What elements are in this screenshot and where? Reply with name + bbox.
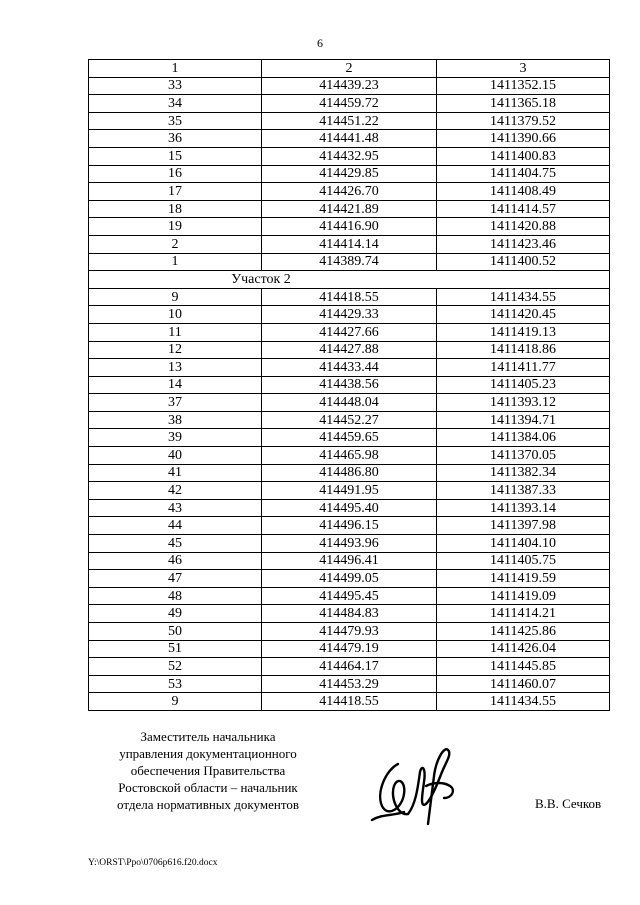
cell-y-coordinate: 1411394.71 — [437, 411, 610, 429]
table-row — [89, 658, 610, 676]
table-row — [89, 77, 610, 95]
cell-point-number: 12 — [89, 341, 262, 359]
table-row — [89, 693, 610, 711]
cell-x-coordinate: 414441.48 — [262, 130, 437, 148]
cell-y-coordinate: 1411384.06 — [437, 429, 610, 447]
signature-stroke — [408, 768, 442, 814]
table-row — [89, 130, 610, 148]
cell-point-number: 48 — [89, 587, 262, 605]
table-row — [89, 288, 610, 306]
table-row — [89, 411, 610, 429]
cell-y-coordinate: 1411419.09 — [437, 587, 610, 605]
cell-point-number: 45 — [89, 535, 262, 553]
table-row — [89, 429, 610, 447]
cell-point-number: 46 — [89, 552, 262, 570]
header-cell-y: 3 — [437, 60, 610, 78]
cell-x-coordinate: 414464.17 — [262, 658, 437, 676]
cell-x-coordinate: 414459.72 — [262, 95, 437, 113]
signer-title-line: обеспечения Правительства — [130, 763, 286, 778]
cell-x-coordinate: 414491.95 — [262, 482, 437, 500]
cell-y-coordinate: 1411425.86 — [437, 623, 610, 641]
table-row — [89, 253, 610, 271]
signature-stroke — [428, 749, 449, 824]
cell-point-number: 9 — [89, 288, 262, 306]
cell-x-coordinate: 414465.98 — [262, 447, 437, 465]
table-row — [89, 306, 610, 324]
cell-x-coordinate: 414439.23 — [262, 77, 437, 95]
cell-x-coordinate: 414389.74 — [262, 253, 437, 271]
table-row — [89, 552, 610, 570]
cell-y-coordinate: 1411365.18 — [437, 95, 610, 113]
table-row — [89, 394, 610, 412]
cell-point-number: 16 — [89, 165, 262, 183]
cell-point-number: 19 — [89, 218, 262, 236]
cell-point-number: 44 — [89, 517, 262, 535]
table-row — [89, 640, 610, 658]
table-row — [89, 323, 610, 341]
cell-y-coordinate: 1411408.49 — [437, 183, 610, 201]
cell-point-number: 37 — [89, 394, 262, 412]
signer-title-line: отдела нормативных документов — [117, 797, 299, 812]
cell-point-number: 42 — [89, 482, 262, 500]
cell-y-coordinate: 1411393.14 — [437, 499, 610, 517]
cell-y-coordinate: 1411420.88 — [437, 218, 610, 236]
table-row — [89, 517, 610, 535]
table-row — [89, 341, 610, 359]
cell-x-coordinate: 414429.33 — [262, 306, 437, 324]
cell-point-number: 17 — [89, 183, 262, 201]
cell-y-coordinate: 1411405.23 — [437, 376, 610, 394]
cell-x-coordinate: 414416.90 — [262, 218, 437, 236]
table-row — [89, 95, 610, 113]
cell-point-number: 10 — [89, 306, 262, 324]
table-row — [89, 218, 610, 236]
cell-y-coordinate: 1411419.13 — [437, 323, 610, 341]
cell-point-number: 36 — [89, 130, 262, 148]
cell-point-number: 39 — [89, 429, 262, 447]
cell-x-coordinate: 414496.15 — [262, 517, 437, 535]
table-row — [89, 376, 610, 394]
table-row — [89, 482, 610, 500]
cell-y-coordinate: 1411434.55 — [437, 693, 610, 711]
cell-y-coordinate: 1411404.10 — [437, 535, 610, 553]
cell-point-number: 35 — [89, 112, 262, 130]
cell-x-coordinate: 414448.04 — [262, 394, 437, 412]
cell-x-coordinate: 414414.14 — [262, 235, 437, 253]
cell-point-number: 51 — [89, 640, 262, 658]
cell-point-number: 33 — [89, 77, 262, 95]
cell-point-number: 40 — [89, 447, 262, 465]
cell-y-coordinate: 1411419.59 — [437, 570, 610, 588]
cell-y-coordinate: 1411434.55 — [437, 288, 610, 306]
cell-y-coordinate: 1411352.15 — [437, 77, 610, 95]
signature-icon — [368, 742, 468, 827]
coordinates-table — [88, 59, 610, 711]
cell-x-coordinate: 414452.27 — [262, 411, 437, 429]
cell-y-coordinate: 1411411.77 — [437, 359, 610, 377]
cell-y-coordinate: 1411400.52 — [437, 253, 610, 271]
cell-x-coordinate: 414453.29 — [262, 675, 437, 693]
signer-name: В.В. Сечков — [535, 796, 602, 811]
cell-x-coordinate: 414427.66 — [262, 323, 437, 341]
signature-stroke — [380, 764, 408, 814]
cell-x-coordinate: 414438.56 — [262, 376, 437, 394]
cell-y-coordinate: 1411370.05 — [437, 447, 610, 465]
cell-x-coordinate: 414427.88 — [262, 341, 437, 359]
cell-point-number: 50 — [89, 623, 262, 641]
cell-point-number: 41 — [89, 464, 262, 482]
cell-point-number: 52 — [89, 658, 262, 676]
cell-y-coordinate: 1411420.45 — [437, 306, 610, 324]
table-row — [89, 183, 610, 201]
cell-x-coordinate: 414433.44 — [262, 359, 437, 377]
table-row — [89, 535, 610, 553]
cell-y-coordinate: 1411387.33 — [437, 482, 610, 500]
cell-point-number: 53 — [89, 675, 262, 693]
table-row — [89, 112, 610, 130]
cell-y-coordinate: 1411414.57 — [437, 200, 610, 218]
cell-point-number: 1 — [89, 253, 262, 271]
cell-y-coordinate: 1411414.21 — [437, 605, 610, 623]
cell-point-number: 11 — [89, 323, 262, 341]
signer-title-line: управления документационного — [119, 746, 297, 761]
cell-x-coordinate: 414479.93 — [262, 623, 437, 641]
table-row — [89, 235, 610, 253]
cell-x-coordinate: 414426.70 — [262, 183, 437, 201]
cell-y-coordinate: 1411423.46 — [437, 235, 610, 253]
section-title: Участок 2 — [231, 271, 291, 287]
signature-stroke — [426, 783, 453, 798]
cell-x-coordinate: 414429.85 — [262, 165, 437, 183]
table-row — [89, 464, 610, 482]
cell-point-number: 9 — [89, 693, 262, 711]
cell-x-coordinate: 414418.55 — [262, 288, 437, 306]
cell-x-coordinate: 414421.89 — [262, 200, 437, 218]
table-header-row — [89, 60, 610, 78]
header-cell-x: 2 — [262, 60, 437, 78]
cell-point-number: 34 — [89, 95, 262, 113]
signer-title-line: Заместитель начальника — [140, 729, 276, 744]
cell-point-number: 47 — [89, 570, 262, 588]
table-row — [89, 623, 610, 641]
cell-x-coordinate: 414484.83 — [262, 605, 437, 623]
cell-x-coordinate: 414499.05 — [262, 570, 437, 588]
cell-x-coordinate: 414495.40 — [262, 499, 437, 517]
cell-y-coordinate: 1411426.04 — [437, 640, 610, 658]
cell-y-coordinate: 1411393.12 — [437, 394, 610, 412]
table-row — [89, 570, 610, 588]
cell-point-number: 38 — [89, 411, 262, 429]
cell-y-coordinate: 1411405.75 — [437, 552, 610, 570]
table-row — [89, 499, 610, 517]
table-row — [89, 200, 610, 218]
cell-x-coordinate: 414432.95 — [262, 147, 437, 165]
cell-x-coordinate: 414495.45 — [262, 587, 437, 605]
cell-x-coordinate: 414486.80 — [262, 464, 437, 482]
cell-y-coordinate: 1411445.85 — [437, 658, 610, 676]
section-cell — [89, 271, 610, 289]
cell-x-coordinate: 414451.22 — [262, 112, 437, 130]
section-row — [89, 271, 610, 289]
cell-y-coordinate: 1411404.75 — [437, 165, 610, 183]
table-row — [89, 675, 610, 693]
signer-title — [88, 728, 328, 813]
signature-stroke — [372, 812, 404, 820]
cell-x-coordinate: 414493.96 — [262, 535, 437, 553]
cell-point-number: 14 — [89, 376, 262, 394]
cell-y-coordinate: 1411382.34 — [437, 464, 610, 482]
cell-x-coordinate: 414479.19 — [262, 640, 437, 658]
table-row — [89, 605, 610, 623]
cell-x-coordinate: 414459.65 — [262, 429, 437, 447]
table-row — [89, 587, 610, 605]
cell-point-number: 15 — [89, 147, 262, 165]
page-number: 6 — [317, 36, 323, 50]
signer-title-line: Ростовской области – начальник — [118, 780, 298, 795]
table-row — [89, 447, 610, 465]
cell-point-number: 43 — [89, 499, 262, 517]
cell-point-number: 13 — [89, 359, 262, 377]
cell-y-coordinate: 1411379.52 — [437, 112, 610, 130]
cell-point-number: 18 — [89, 200, 262, 218]
cell-y-coordinate: 1411390.66 — [437, 130, 610, 148]
cell-y-coordinate: 1411397.98 — [437, 517, 610, 535]
cell-y-coordinate: 1411400.83 — [437, 147, 610, 165]
cell-point-number: 2 — [89, 235, 262, 253]
cell-x-coordinate: 414496.41 — [262, 552, 437, 570]
table-row — [89, 165, 610, 183]
cell-y-coordinate: 1411418.86 — [437, 341, 610, 359]
file-path: Y:\ORST\Ppo\0706p616.f20.docx — [88, 858, 218, 868]
table-row — [89, 147, 610, 165]
header-cell-point: 1 — [89, 60, 262, 78]
cell-x-coordinate: 414418.55 — [262, 693, 437, 711]
table-row — [89, 359, 610, 377]
cell-point-number: 49 — [89, 605, 262, 623]
cell-y-coordinate: 1411460.07 — [437, 675, 610, 693]
